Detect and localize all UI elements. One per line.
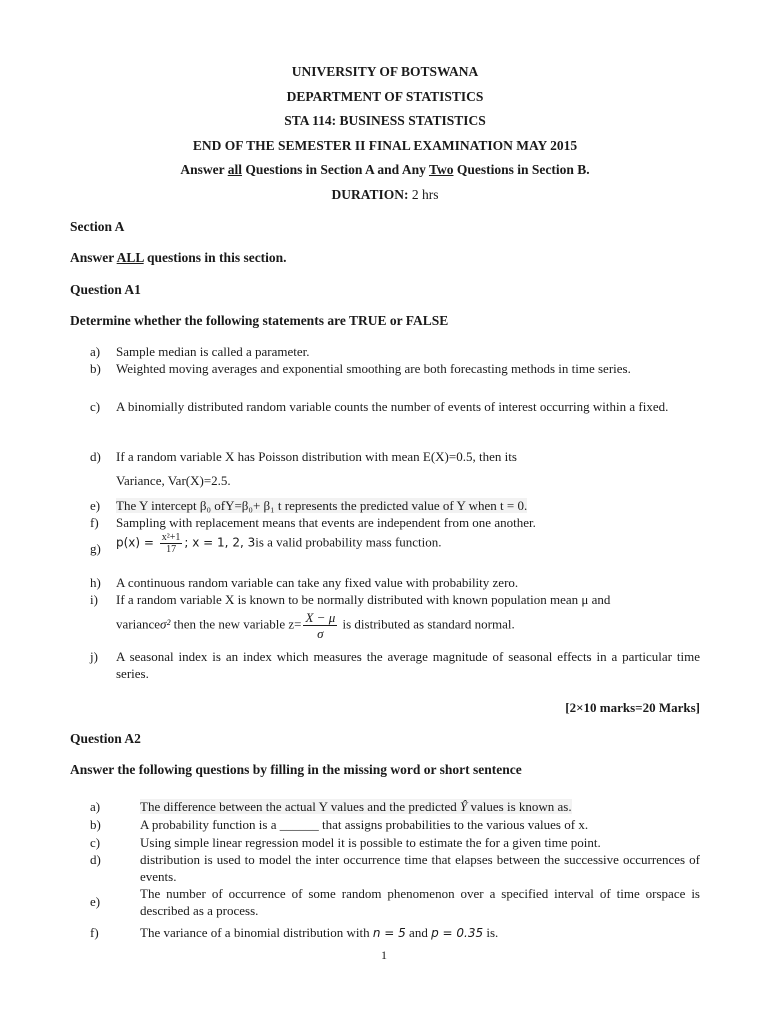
exam-duration: DURATION: 2 hrs xyxy=(331,186,439,202)
university-name: UNIVERSITY OF BOTSWANA xyxy=(291,64,479,79)
exam-title: END OF THE SEMESTER II FINAL EXAMINATION MAY 2015 xyxy=(192,137,578,153)
marks-note: [2×10 marks=20 Marks] xyxy=(565,700,700,715)
course-title: STA 114: BUSINESS STATISTICS xyxy=(284,113,486,128)
fraction: $\frac{\text{x²+1}}{17}$ xyxy=(161,532,181,555)
section-a-title: Section A xyxy=(70,219,125,234)
question-a2-prompt: Answer the following questions by filling in the missing word or short sentence xyxy=(70,762,522,777)
question-a2-title: Question A2 xyxy=(70,731,141,746)
page-number: 1 xyxy=(381,948,387,962)
exam-instructions: Answer all Questions in Section A and Any Two Questions in Section B. xyxy=(180,162,590,177)
department-name: DEPARTMENT OF STATISTICS xyxy=(286,88,484,104)
question-a1-prompt: Determine whether the following statements are TRUE or FALSE xyxy=(70,313,449,328)
fraction: $\frac{X - \mu}{\sigma}$ xyxy=(305,610,336,641)
exam-header xyxy=(70,60,700,207)
section-a-instructions: Answer ALL questions in this section. xyxy=(70,250,287,265)
question-a1-title: Question A1 xyxy=(70,282,141,297)
